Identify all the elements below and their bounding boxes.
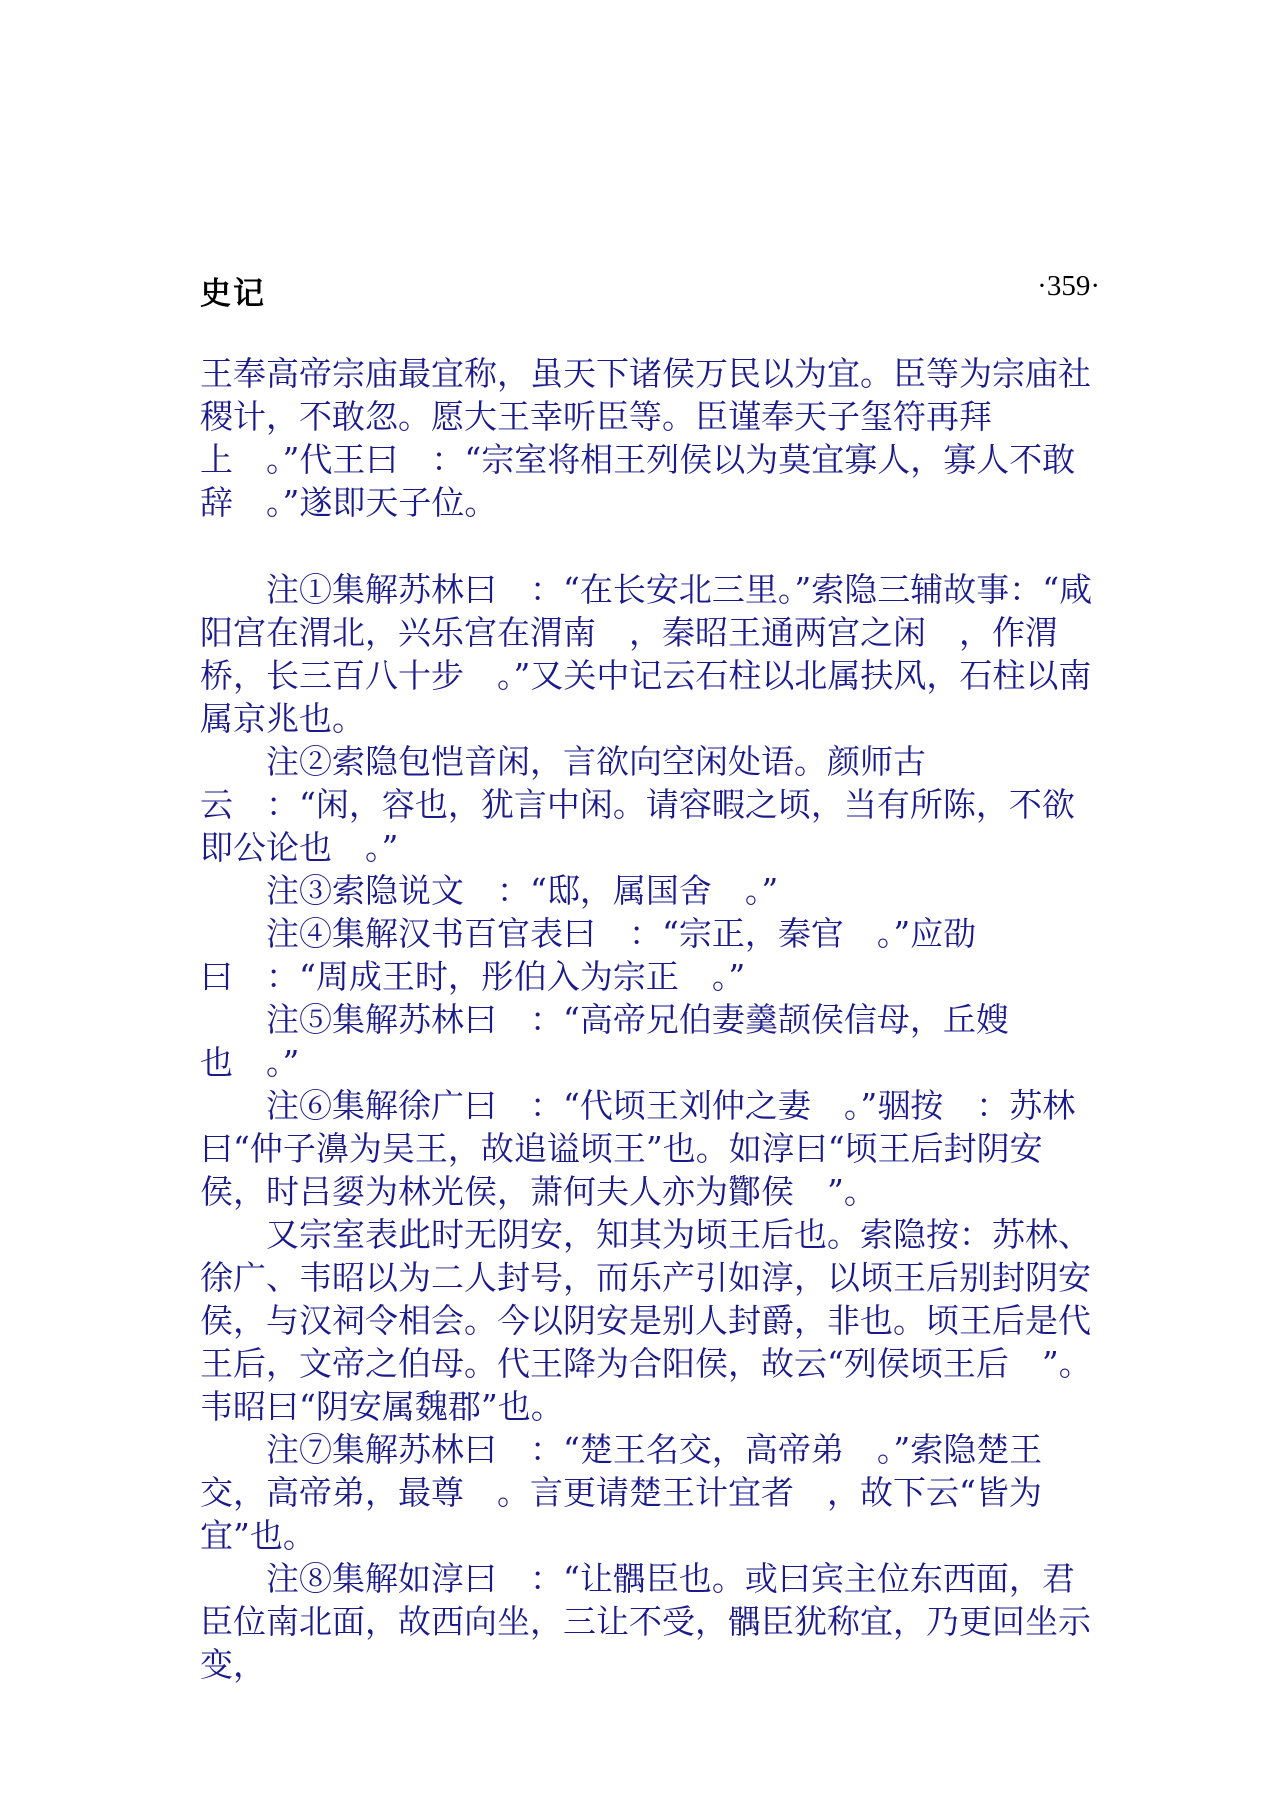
page-header [200,268,1100,316]
note-7: 注⑦集解苏林曰 ：“楚王名交，高帝弟 。”索隐楚王交，高帝弟，最尊 。言更请楚王计宜者 ，故下云“皆为宜”也。 [200,1430,1043,1555]
note-5: 注⑤集解苏林曰 ：“高帝兄伯妻羹颉侯信母，丘嫂也 。” [200,1000,1009,1082]
note-8: 注⑧集解如淳曰 ：“让髃臣也。或曰宾主位东西面，君臣位南北面，故西向坐，三让不受，髃臣犹称宜，乃更回坐示变， [200,1559,1091,1684]
note-3: 注③索隐说文 ：“邸，属国舍 。” [266,871,779,910]
main-text: 王奉高帝宗庙最宜称，虽天下诸侯万民以为宜。臣等为宗庙社稷计，不敢忽。愿大王幸听臣等。臣谨奉天子玺符再拜上 。”代王曰 ：“宗室将相王列侯以为莫宜寡人，寡人不敢辞 。”遂即天子位。 [200,354,1091,522]
note-6: 注⑥集解徐广曰 ：“代顷王刘仲之妻 。”骃按 ：苏林曰“仲子濞为吴王，故追谥顷王”也。如淳曰“顷王后封阴安侯，时吕媭为林光侯，萧何夫人亦为酇侯 ”。 [200,1086,1076,1211]
note-4: 注④集解汉书百官表曰 ：“宗正，秦官 。”应劭曰 ：“周成王时，彤伯入为宗正 。” [200,914,977,996]
page-content [200,352,1100,1686]
note-6-continued: 又宗室表此时无阴安，知其为顷王后也。索隐按：苏林、徐广、韦昭以为二人封号，而乐产引如淳，以顷王后别封阴安侯，与汉祠令相会。今以阴安是别人封爵，非也。顷王后是代王后，文帝之伯母。代王降为合阳侯，故云“列侯顷王后 ”。韦昭曰“阴安属魏郡”也。 [200,1215,1092,1426]
page-number: ·359· [1037,270,1100,302]
note-1: 注①集解苏林曰 ：“在长安北三里。”索隐三辅故事：“咸阳宫在渭北，兴乐宫在渭南 ，秦昭王通两宫之闲 ，作渭桥，长三百八十步 。”又关中记云石柱以北属扶风，石柱以南属京兆也。 [200,570,1093,738]
note-2: 注②索隐包恺音闲，言欲向空闲处语。颜师古云 ：“闲，容也，犹言中闲。请容暇之顷，当有所陈，不欲即公论也 。” [200,742,1075,867]
book-title: 史记 [200,276,266,312]
